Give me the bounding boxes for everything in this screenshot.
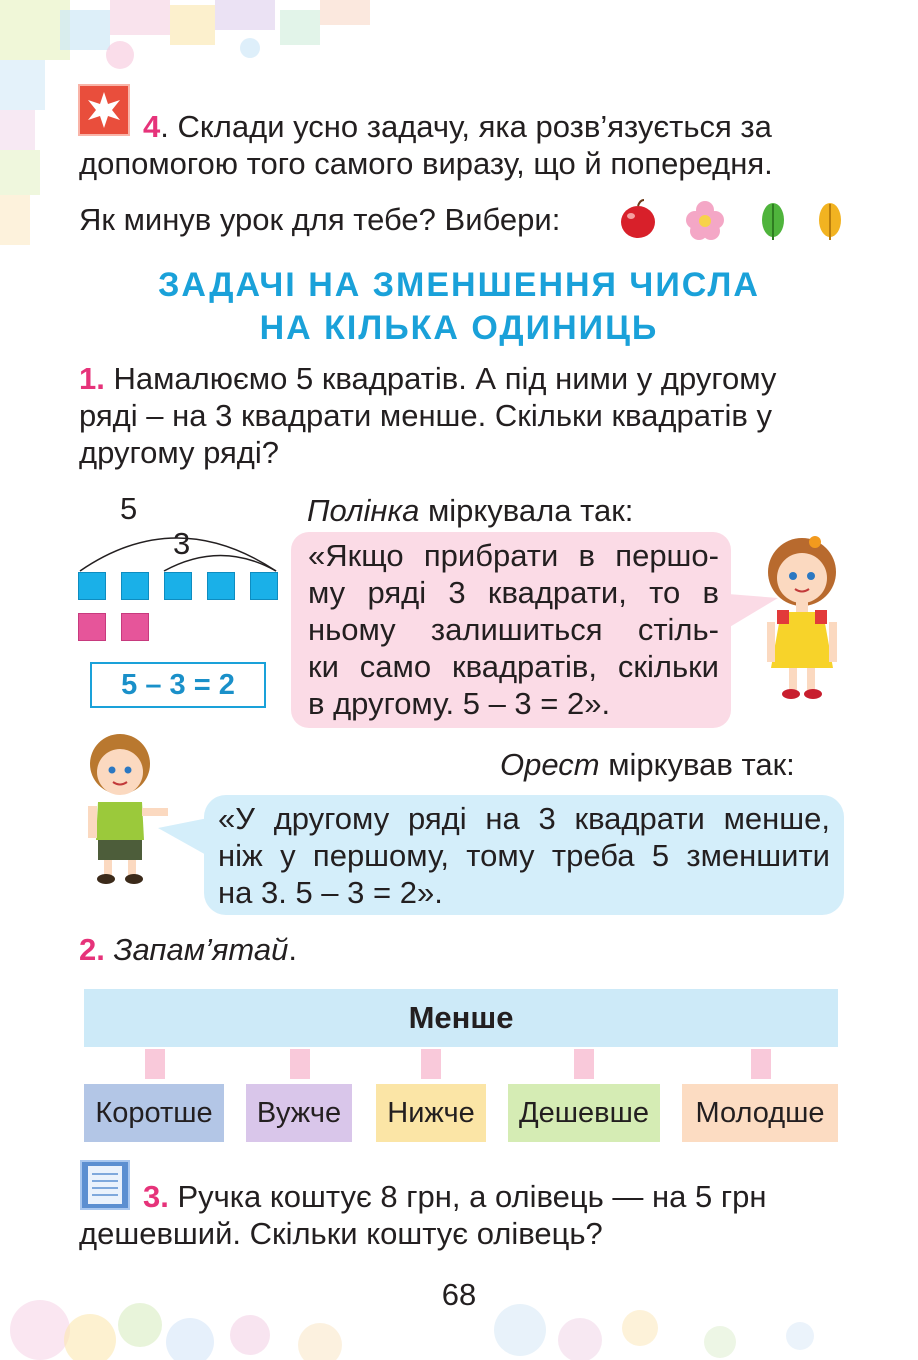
- task4-number: 4: [143, 109, 161, 144]
- diagram-total-label: 5: [120, 491, 138, 526]
- task2-text: Запам’ятай: [113, 932, 289, 967]
- polinka-name: Полінка: [307, 493, 420, 528]
- diagram-braces: [76, 515, 286, 575]
- equation-box: 5 – 3 = 2: [90, 662, 266, 708]
- task4-text-2: допомогою того самого виразу, що й попередня.: [79, 146, 773, 181]
- task3-text-1: Ручка коштує 8 грн, а олівець — на 5 грн: [168, 1179, 767, 1214]
- task1-number: 1.: [79, 361, 105, 396]
- menshe-title: Менше: [408, 1000, 514, 1035]
- word-deshevshe: Дешевше: [508, 1084, 660, 1142]
- task3-line1: [143, 1178, 767, 1215]
- page-number: 68: [441, 1277, 477, 1312]
- connector: [574, 1049, 594, 1079]
- yellow-leaf-icon[interactable]: [815, 200, 845, 242]
- blue-square: [78, 572, 106, 600]
- orest-line-3: на 3. 5 – 3 = 2».: [218, 875, 443, 910]
- task4-text-1: . Склади усно задачу, яка розв’язується за: [160, 109, 772, 144]
- task2-period: .: [288, 932, 297, 967]
- creative-task-icon: [78, 84, 130, 136]
- section-heading-line2: НА КІЛЬКА ОДИНИЦЬ: [259, 309, 659, 347]
- connector: [145, 1049, 165, 1079]
- word-korotshe: Коротше: [84, 1084, 224, 1142]
- word-vuzhche: Вужче: [246, 1084, 352, 1142]
- orest-name: Орест: [500, 747, 600, 782]
- apple-icon[interactable]: [618, 198, 658, 240]
- orest-intro-text: міркував так:: [599, 747, 795, 782]
- word-nyzhche: Нижче: [376, 1084, 486, 1142]
- blue-square: [207, 572, 235, 600]
- task2-number: 2.: [79, 932, 105, 967]
- polinka-line-3: ньому залишиться стіль-: [308, 612, 719, 647]
- task4-line1: [143, 108, 772, 145]
- pink-square: [78, 613, 106, 641]
- polinka-intro: [307, 492, 633, 529]
- polinka-intro-text: міркувала так:: [419, 493, 634, 528]
- blue-square: [121, 572, 149, 600]
- task3-text-2: дешевший. Скільки коштує олівець?: [79, 1216, 603, 1251]
- lesson-question: Як минув урок для тебе? Вибери:: [79, 202, 561, 237]
- boy-illustration: [78, 728, 170, 888]
- task3-number: 3.: [143, 1179, 169, 1214]
- polinka-line-5: в другому. 5 – 3 = 2».: [308, 686, 611, 721]
- orest-intro: [500, 746, 795, 783]
- task1-text-1: Намалюємо 5 квадратів. А під ними у другому: [104, 361, 777, 396]
- blue-square: [164, 572, 192, 600]
- blue-square: [250, 572, 278, 600]
- girl-illustration: [757, 530, 847, 702]
- polinka-line-1: «Якщо прибрати в першо-: [308, 538, 719, 573]
- pink-square: [121, 613, 149, 641]
- notebook-task-icon: [80, 1160, 130, 1210]
- task1-text-3: другому ряді?: [79, 435, 280, 470]
- section-heading-line1: ЗАДАЧІ НА ЗМЕНШЕННЯ ЧИСЛА: [158, 266, 760, 304]
- connector: [751, 1049, 771, 1079]
- orest-line-1: «У другому ряді на 3 квадрати менше,: [218, 801, 830, 836]
- word-molodshe: Молодше: [682, 1084, 838, 1142]
- connector: [421, 1049, 441, 1079]
- task1-line1: [79, 360, 776, 397]
- task1-text-2: ряді – на 3 квадрати менше. Скільки квадратів у: [79, 398, 772, 433]
- task2-line: [79, 931, 297, 968]
- polinka-line-2: му ряді 3 квадрати, то в: [308, 575, 719, 610]
- orest-line-2: ніж у першому, тому треба 5 зменшити: [218, 838, 830, 873]
- squares-bottom-row: [78, 613, 158, 641]
- diagram-part-label: 3: [173, 526, 191, 561]
- flower-icon[interactable]: [683, 200, 727, 240]
- connector: [290, 1049, 310, 1079]
- green-leaf-icon[interactable]: [758, 200, 788, 242]
- polinka-line-4: ки само квадратів, скільки: [308, 649, 719, 684]
- squares-top-row: [78, 572, 278, 600]
